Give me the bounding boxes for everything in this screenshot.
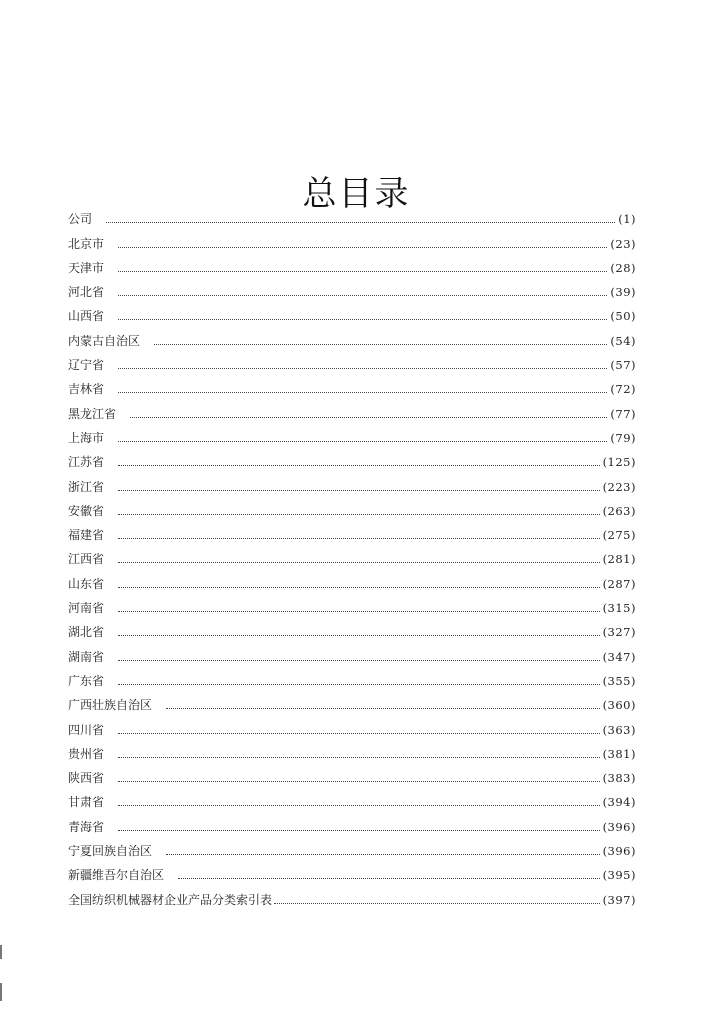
toc-leader-dots bbox=[118, 660, 600, 661]
toc-leader-dots bbox=[118, 587, 600, 588]
table-of-contents bbox=[68, 202, 636, 907]
toc-entry-label: 吉林省 bbox=[68, 382, 105, 397]
toc-entry-label: 甘肃省 bbox=[68, 795, 105, 810]
toc-entry[interactable] bbox=[68, 469, 636, 493]
toc-entry[interactable] bbox=[68, 639, 636, 663]
toc-entry[interactable] bbox=[68, 882, 636, 906]
toc-leader-dots bbox=[118, 295, 607, 296]
toc-entry-label: 宁夏回族自治区 bbox=[68, 844, 153, 859]
toc-leader-dots bbox=[106, 222, 615, 223]
toc-leader-dots bbox=[118, 319, 607, 320]
toc-entry-label: 公司 bbox=[68, 212, 93, 227]
toc-entry[interactable] bbox=[68, 275, 636, 299]
toc-leader-dots bbox=[118, 368, 607, 369]
scan-edge-mark bbox=[0, 945, 2, 959]
toc-entry-label: 浙江省 bbox=[68, 479, 105, 494]
toc-entry-label: 安徽省 bbox=[68, 503, 105, 518]
toc-entry-page-number: (381) bbox=[602, 746, 636, 761]
toc-leader-dots bbox=[130, 417, 607, 418]
toc-entry-page-number: (263) bbox=[602, 503, 636, 518]
toc-entry-page-number: (397) bbox=[602, 892, 636, 907]
toc-entry-page-number: (396) bbox=[602, 844, 636, 859]
toc-entry[interactable] bbox=[68, 251, 636, 275]
toc-leader-dots bbox=[166, 708, 600, 709]
toc-entry-page-number: (72) bbox=[610, 382, 636, 397]
toc-entry-page-number: (50) bbox=[610, 309, 636, 324]
toc-entry-label: 新疆维吾尔自治区 bbox=[68, 868, 165, 883]
toc-entry[interactable] bbox=[68, 615, 636, 639]
toc-leader-dots bbox=[178, 878, 600, 879]
toc-entry-label: 天津市 bbox=[68, 260, 105, 275]
toc-entry-label: 福建省 bbox=[68, 528, 105, 543]
toc-entry[interactable] bbox=[68, 737, 636, 761]
toc-entry-label: 陕西省 bbox=[68, 771, 105, 786]
page-title: 总目录 bbox=[302, 173, 411, 214]
toc-entry[interactable] bbox=[68, 761, 636, 785]
toc-entry-label: 湖南省 bbox=[68, 649, 105, 664]
toc-entry[interactable] bbox=[68, 348, 636, 372]
toc-leader-dots bbox=[118, 635, 600, 636]
toc-entry-label: 北京市 bbox=[68, 236, 105, 251]
toc-leader-dots bbox=[118, 562, 600, 563]
toc-entry-page-number: (347) bbox=[602, 649, 636, 664]
toc-entry-page-number: (281) bbox=[602, 552, 636, 567]
toc-entry-label: 山东省 bbox=[68, 576, 105, 591]
toc-leader-dots bbox=[118, 611, 600, 612]
toc-entry-page-number: (396) bbox=[602, 819, 636, 834]
toc-entry-page-number: (23) bbox=[610, 236, 636, 251]
toc-entry[interactable] bbox=[68, 323, 636, 347]
toc-entry[interactable] bbox=[68, 712, 636, 736]
toc-entry[interactable] bbox=[68, 202, 636, 226]
toc-entry[interactable] bbox=[68, 688, 636, 712]
toc-entry-page-number: (315) bbox=[602, 601, 636, 616]
toc-entry[interactable] bbox=[68, 566, 636, 590]
toc-entry-page-number: (28) bbox=[610, 260, 636, 275]
toc-entry-label: 河南省 bbox=[68, 601, 105, 616]
toc-entry[interactable] bbox=[68, 542, 636, 566]
toc-entry-label: 全国纺织机械器材企业产品分类索引表 bbox=[68, 892, 273, 907]
toc-leader-dots bbox=[166, 854, 600, 855]
toc-entry[interactable] bbox=[68, 591, 636, 615]
toc-entry-page-number: (355) bbox=[602, 673, 636, 688]
toc-leader-dots bbox=[118, 514, 600, 515]
toc-entry-label: 上海市 bbox=[68, 430, 105, 445]
toc-entry-label: 江西省 bbox=[68, 552, 105, 567]
toc-entry[interactable] bbox=[68, 809, 636, 833]
toc-leader-dots bbox=[118, 830, 600, 831]
scan-edge-mark bbox=[0, 983, 2, 1001]
toc-entry-label: 河北省 bbox=[68, 285, 105, 300]
toc-entry-page-number: (383) bbox=[602, 771, 636, 786]
toc-entry[interactable] bbox=[68, 518, 636, 542]
toc-entry-page-number: (223) bbox=[602, 479, 636, 494]
toc-entry[interactable] bbox=[68, 834, 636, 858]
toc-entry-label: 江苏省 bbox=[68, 455, 105, 470]
toc-entry-page-number: (57) bbox=[610, 358, 636, 373]
toc-entry-label: 湖北省 bbox=[68, 625, 105, 640]
toc-entry-page-number: (77) bbox=[610, 406, 636, 421]
toc-leader-dots bbox=[118, 757, 600, 758]
toc-entry-label: 四川省 bbox=[68, 722, 105, 737]
toc-entry[interactable] bbox=[68, 421, 636, 445]
toc-leader-dots bbox=[118, 684, 600, 685]
toc-entry[interactable] bbox=[68, 396, 636, 420]
toc-entry-page-number: (125) bbox=[602, 455, 636, 470]
toc-leader-dots bbox=[118, 247, 607, 248]
toc-entry-label: 辽宁省 bbox=[68, 358, 105, 373]
toc-entry[interactable] bbox=[68, 445, 636, 469]
toc-entry[interactable] bbox=[68, 494, 636, 518]
toc-leader-dots bbox=[118, 733, 600, 734]
toc-entry-page-number: (363) bbox=[602, 722, 636, 737]
toc-entry-page-number: (54) bbox=[610, 333, 636, 348]
toc-entry-label: 广东省 bbox=[68, 673, 105, 688]
toc-entry-label: 青海省 bbox=[68, 819, 105, 834]
toc-leader-dots bbox=[118, 538, 600, 539]
toc-leader-dots bbox=[118, 392, 607, 393]
toc-entry[interactable] bbox=[68, 226, 636, 250]
toc-entry-label: 贵州省 bbox=[68, 746, 105, 761]
toc-entry[interactable] bbox=[68, 664, 636, 688]
toc-entry-page-number: (79) bbox=[610, 430, 636, 445]
toc-leader-dots bbox=[118, 441, 607, 442]
toc-entry[interactable] bbox=[68, 785, 636, 809]
toc-entry-label: 广西壮族自治区 bbox=[68, 698, 153, 713]
toc-entry-page-number: (1) bbox=[618, 212, 636, 227]
toc-leader-dots bbox=[118, 781, 600, 782]
toc-leader-dots bbox=[118, 490, 600, 491]
toc-entry-label: 黑龙江省 bbox=[68, 406, 117, 421]
toc-leader-dots bbox=[118, 271, 607, 272]
toc-entry-page-number: (395) bbox=[602, 868, 636, 883]
toc-entry[interactable] bbox=[68, 858, 636, 882]
toc-leader-dots bbox=[118, 465, 600, 466]
toc-entry-page-number: (360) bbox=[602, 698, 636, 713]
toc-entry-page-number: (394) bbox=[602, 795, 636, 810]
toc-entry[interactable] bbox=[68, 372, 636, 396]
toc-entry-label: 内蒙古自治区 bbox=[68, 333, 141, 348]
toc-leader-dots bbox=[118, 805, 600, 806]
toc-entry-page-number: (39) bbox=[610, 285, 636, 300]
toc-entry-label: 山西省 bbox=[68, 309, 105, 324]
toc-entry-page-number: (275) bbox=[602, 528, 636, 543]
toc-leader-dots bbox=[274, 903, 600, 904]
toc-entry[interactable] bbox=[68, 299, 636, 323]
toc-entry-page-number: (287) bbox=[602, 576, 636, 591]
toc-leader-dots bbox=[154, 344, 607, 345]
toc-entry-page-number: (327) bbox=[602, 625, 636, 640]
